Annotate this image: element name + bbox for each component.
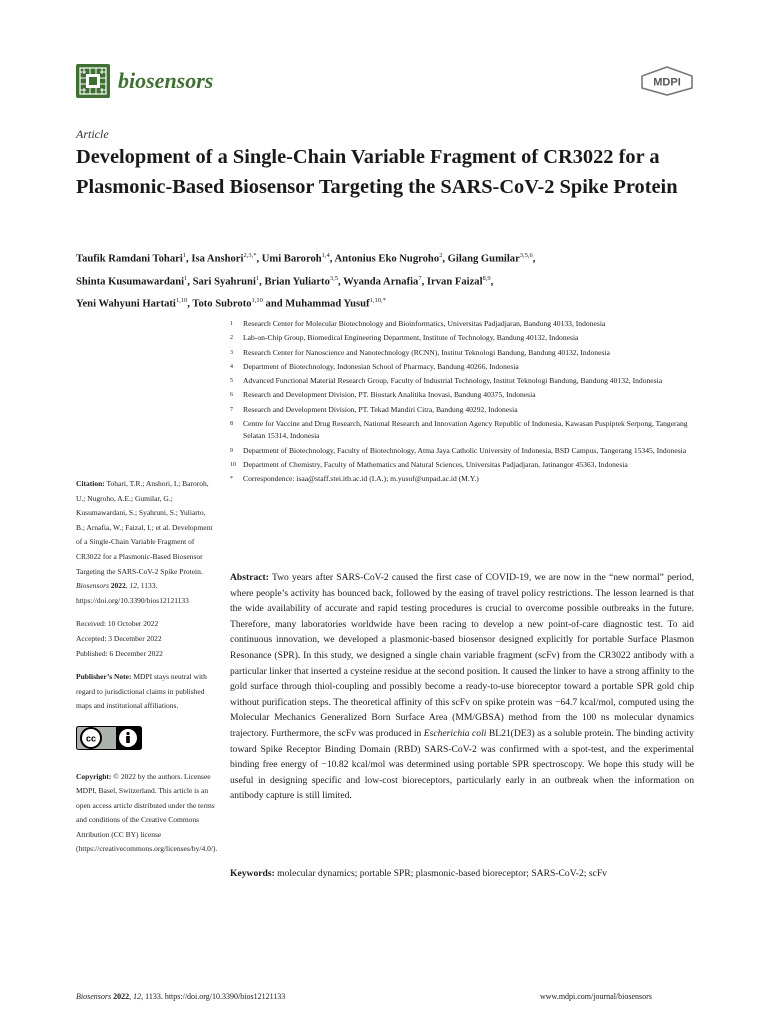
affiliation-text: Research and Development Division, PT. Tekad Mandiri Citra, Bandung 40292, Indonesia — [243, 404, 518, 414]
author-affiliation-marker: 2 — [439, 252, 443, 259]
author-name[interactable]: Isa Anshori — [191, 253, 244, 265]
author-list — [76, 246, 706, 314]
author-name[interactable]: Toto Subroto — [192, 298, 252, 310]
footer-doi[interactable]: , 1133. https://doi.org/10.3390/bios12121133 — [141, 992, 286, 1001]
affiliation-text: Lab-on-Chip Group, Biomedical Engineering Department, Institute of Technology, Bandung 40132, Indonesia — [243, 333, 579, 343]
affiliation-text: Research and Development Division, PT. Biostark Analitika Inovasi, Bandung 40375, Indonesia — [243, 390, 536, 400]
author-separator: , — [186, 253, 192, 265]
footer-journal-url[interactable]: www.mdpi.com/journal/biosensors — [540, 992, 652, 1001]
author-affiliation-marker: 7 — [418, 274, 422, 282]
affiliation-text: Department of Biotechnology, Indonesian School of Pharmacy, Bandung 40266, Indonesia — [243, 361, 519, 371]
affiliation-number: 7 — [230, 406, 233, 413]
affiliation-text: Research Center for Nanoscience and Nanotechnology (RCNN), Institut Teknologi Bandung, Bandung 40132, Indonesia — [243, 347, 610, 357]
affiliation-text: Correspondence: isaa@staff.stei.itb.ac.id (I.A.); m.yusuf@unpad.ac.id (M.Y.) — [243, 474, 479, 484]
abstract-text-1: Two years after SARS-CoV-2 caused the first case of COVID-19, we are now in the “new normal” period, where people’s activity has bounced back, followed by the easing of travel policy restrictions. The lesson learned is that the wide availability of accurate and rapid testing procedures is crucial to overcome possible outbreaks in the future. Therefore, many laboratories worldwide have been racing to develop a new point-of-care diagnostic test. To aid continuous innovation, we developed a plasmonic-based biosensor designed explicitly for portable Surface Plasmon Resonance (SPR). In this study, we designed a single chain variable fragment (scFv) from the CR3022 antibody with a particular linker that inserted a cysteine residue at the second position. It caused the linker to have a strong affinity to the gold surface through thiol-coupling and possibly become a ready-to-use bioreceptor toward a portable SPR gold chip without purification steps. The theoretical affinity of this scFv on spike protein was −64.7 kcal/mol, computed using the Molecular Mechanics Generalized Born Surface Area (MM/GBSA) method from the 100 ns molecular dynamics trajectory. Furthermore, the scFv was produced in — [230, 572, 694, 739]
abstract — [230, 570, 694, 804]
affiliation-item — [230, 332, 710, 344]
author-affiliation-marker: 3,5 — [329, 274, 338, 282]
affiliation-number: 1 — [230, 321, 233, 327]
author-name[interactable]: Irvan Faizal — [426, 276, 483, 288]
affiliation-item — [230, 375, 710, 387]
author-separator: and — [262, 298, 286, 310]
affiliation-number: 9 — [230, 447, 233, 454]
author-name[interactable]: Yeni Wahyuni Hartati — [76, 298, 176, 310]
author-separator: , — [256, 253, 262, 265]
affiliation-number: 4 — [230, 363, 233, 370]
cc-by-license-icon[interactable] — [76, 726, 142, 750]
affiliation-number: 3 — [230, 349, 233, 356]
author-name[interactable]: Antonius Eko Nugroho — [334, 253, 440, 265]
publisher-name: MDPI — [653, 76, 681, 89]
affiliation-item — [230, 347, 710, 359]
published-date: Published: 6 December 2022 — [76, 648, 163, 658]
affiliation-number: 6 — [230, 392, 233, 399]
author-name[interactable]: Brian Yuliarto — [264, 276, 330, 288]
author-separator: , — [329, 253, 335, 265]
affiliation-number: 8 — [230, 421, 233, 428]
author-separator: , — [187, 276, 193, 288]
author-name[interactable]: Sari Syahruni — [192, 276, 256, 288]
affiliation-item — [230, 318, 710, 330]
keywords-text: molecular dynamics; portable SPR; plasmonic-based bioreceptor; SARS-CoV-2; scFv — [277, 868, 607, 879]
author-name[interactable]: Shinta Kusumawardani — [76, 276, 185, 288]
affiliation-item — [230, 389, 710, 401]
author-name[interactable]: Muhammad Yusuf — [285, 298, 370, 310]
article-title: Development of a Single-Chain Variable Fragment of CR3022 for a Plasmonic-Based Biosensor Targeting the SARS-CoV-2 Spike Protein — [76, 146, 678, 198]
citation-journal: Biosensors — [76, 581, 109, 591]
author-separator: , — [532, 253, 536, 265]
author-affiliation-marker: 1,10 — [175, 297, 188, 305]
author-affiliation-marker: 1,10 — [251, 297, 263, 305]
dates-block — [76, 617, 216, 661]
affiliation-number: * — [230, 476, 233, 483]
note-text: MDPI stays neutral with regard to jurisdictional claims in published maps and institutional affiliations. — [76, 672, 207, 711]
author-affiliation-marker: 1 — [182, 252, 187, 259]
footer-year: 2022 — [113, 992, 130, 1001]
footer-citation: Biosensors 2022, 12, 1133. https://doi.org/10.3390/bios12121133 — [76, 992, 286, 1001]
abstract-text-2: BL21(DE3) as a soluble protein. The binding activity toward Spike Receptor Binding Domain (RBD) SARS-CoV-2 was confirmed with a spot-test, and the experimental binding free energy of −10.82 kcal/mol was determined using portable SPR spectroscopy. We hope this study will be useful in designing specific and low-cost bioreceptors, particularly early in an outbreak when the information on antibody capture is still limited. — [230, 727, 694, 802]
copyright-block — [76, 770, 216, 858]
affiliation-item — [230, 404, 710, 416]
publisher-note — [76, 670, 216, 714]
citation-volume: 12 — [129, 581, 138, 591]
copyright-text: © 2022 by the authors. Licensee MDPI, Basel, Switzerland. This article is an open access article distributed under the terms and conditions of the Creative Commons Attribution (CC BY) license (https://creativecommons.org/licenses/by/4.0/). — [76, 771, 218, 854]
keywords — [230, 866, 694, 882]
citation-year: 2022 — [110, 581, 126, 591]
affiliation-item — [230, 445, 710, 457]
journal-name: biosensors — [118, 68, 214, 93]
affiliation-item — [230, 361, 710, 373]
author-affiliation-marker: 1 — [184, 274, 188, 282]
author-affiliation-marker: 1,10,* — [369, 297, 386, 305]
affiliation-item — [230, 459, 710, 471]
copyright-label: Copyright: — [76, 771, 112, 781]
citation-doi[interactable]: 1133. https://doi.org/10.3390/bios12121133 — [76, 581, 189, 605]
author-separator: , — [338, 276, 344, 288]
author-name[interactable]: Gilang Gumilar — [447, 253, 520, 265]
abstract-species: Escherichia coli — [423, 727, 487, 739]
article-info-sidebar — [76, 477, 216, 866]
author-affiliation-marker: 8,9 — [482, 274, 491, 282]
affiliation-text: Research Center for Molecular Biotechnology and Bioinformatics, Universitas Padjadjaran, Bandung 40133, Indonesia — [243, 319, 606, 328]
svg-text:cc: cc — [85, 733, 97, 744]
author-affiliation-marker: 1 — [255, 274, 260, 282]
author-affiliation-marker: 2,3,* — [243, 252, 257, 259]
affiliation-number: 5 — [230, 378, 233, 385]
footer-journal: Biosensors — [76, 992, 112, 1001]
affiliation-list — [230, 318, 710, 488]
affiliation-text: Department of Biotechnology, Faculty of Biotechnology, Atma Jaya Catholic University of Indonesia, BSD Campus, Tangerang 15345, Indonesia — [243, 445, 687, 455]
note-label: Publisher’s Note: — [76, 672, 132, 682]
abstract-label: Abstract: — [230, 572, 269, 583]
received-date: Received: 10 October 2022 — [76, 619, 159, 629]
author-separator: , — [421, 276, 427, 288]
citation-label: Citation: — [76, 479, 105, 488]
author-affiliation-marker: 1,4 — [321, 252, 330, 259]
author-affiliation-marker: 3,5,6 — [519, 252, 533, 259]
mdpi-logo-icon[interactable] — [640, 66, 694, 96]
journal-logo[interactable] — [76, 64, 213, 98]
citation-block: Citation: Tohari, T.R.; Anshori, I.; Baroroh, U.; Nugroho, A.E.; Gumilar, G.; Kusumawardani, S.; Syahruni, S.; Yuliarto, B.; Arnafia, W.; Faizal, I.; et al. Development of a Single-Chain Variable Fragment of CR3022 for a Plasmonic-Based Biosensor Targeting the SARS-CoV-2 Spike Protein. Biosensors 2022, 12, 1133. https://doi.org/10.3390/bios12121133 — [76, 479, 213, 605]
biosensors-logo-icon — [76, 64, 110, 98]
affiliation-item — [230, 473, 710, 485]
article-type: Article — [76, 127, 109, 141]
affiliation-text: Advanced Functional Material Research Group, Faculty of Industrial Technology, Institut Teknologi Bandung, Bandung 40132, Indonesia — [243, 376, 663, 386]
footer-volume: 12 — [133, 992, 142, 1001]
author-separator: , — [187, 298, 193, 310]
affiliation-number: 2 — [230, 335, 233, 342]
affiliation-text: Centre for Vaccine and Drug Research, National Research and Innovation Agency Republic of Indonesia, Kawasan Puspiptek Serpong, Tangerang Selatan 15314, Indonesia — [243, 419, 688, 441]
affiliation-text: Department of Chemistry, Faculty of Mathematics and Natural Sciences, Universitas Padjadjaran, Jatinangor 45363, Indonesia — [243, 460, 628, 470]
keywords-label: Keywords: — [230, 868, 275, 879]
affiliation-item — [230, 418, 710, 443]
accepted-date: Accepted: 3 December 2022 — [76, 633, 162, 643]
author-name[interactable]: Umi Baroroh — [261, 253, 322, 265]
author-name[interactable]: Taufik Ramdani Tohari — [76, 253, 183, 265]
citation-text: Tohari, T.R.; Anshori, I.; Baroroh, U.; Nugroho, A.E.; Gumilar, G.; Kusumawardani, S.; Syahruni, S.; Yuliarto, B.; Arnafia, W.; Faizal, I.; et al. Development of a Single-Chain Variable Fragment of CR3022 for a Plasmonic-Based Biosensor Targeting the SARS-CoV-2 Spike Protein. — [76, 479, 213, 576]
author-name[interactable]: Wyanda Arnafia — [343, 276, 419, 288]
author-separator: , — [442, 253, 448, 265]
author-separator: , — [490, 276, 494, 288]
author-separator: , — [259, 276, 265, 288]
affiliation-number: 10 — [230, 462, 236, 469]
